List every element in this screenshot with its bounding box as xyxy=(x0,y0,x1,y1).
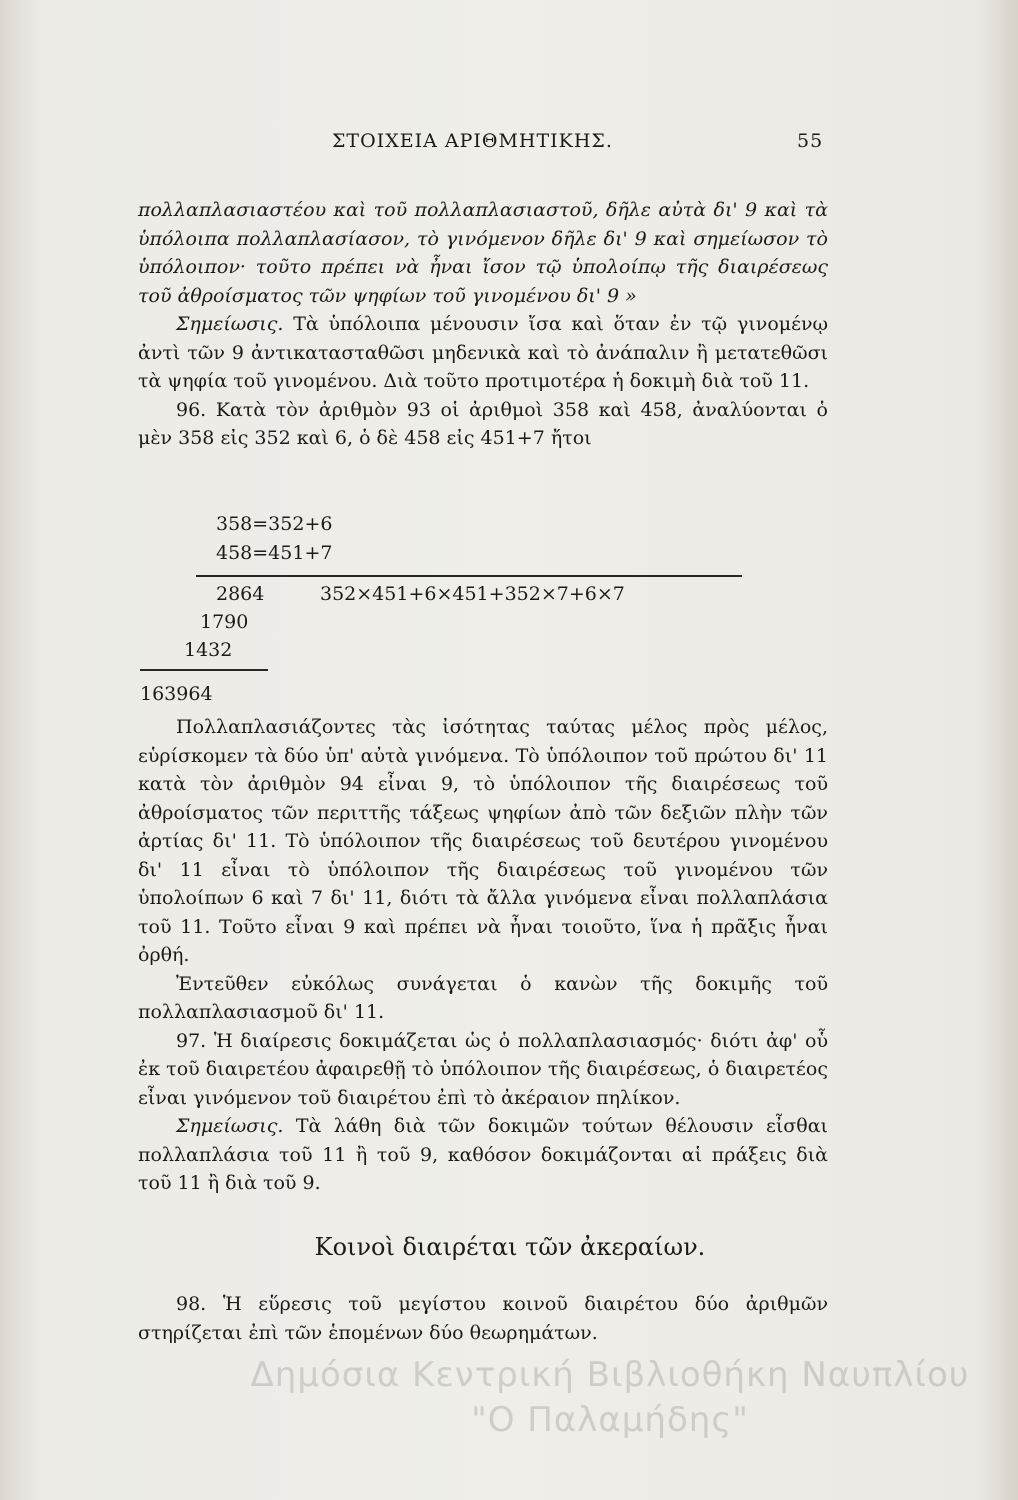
section-text: Ἡ διαίρεσις δοκιμάζεται ὡς ὁ πολλαπλασιασμός· διότι ἀφ' οὗ ἐκ τοῦ διαιρετέου ἀφαιρεθῇ τὸ ὑπόλοιπον τῆς διαιρέσεως, ὁ διαιρετέος εἶναι γινόμενον τοῦ διαιρέτου ἐπὶ τὸ ἀκέραιον πηλίκον. xyxy=(138,1029,828,1109)
equation-2: 458=451+7 xyxy=(216,542,333,564)
note-text: Τὰ λάθη διὰ τῶν δοκιμῶν τούτων θέλουσιν εἶσθαι πολλαπλάσια τοῦ 11 ἢ τοῦ 9, καθόσον δοκιμάζονται αἱ πράξεις διὰ τοῦ 11 ἢ διὰ τοῦ 9. xyxy=(138,1115,828,1194)
sum-rule xyxy=(140,669,268,671)
section-97-paragraph xyxy=(138,1027,828,1113)
section-98-block xyxy=(138,1290,828,1347)
note-paragraph-1 xyxy=(138,310,828,396)
note-label: Σημείωσις. xyxy=(176,313,284,335)
section-number: 97. xyxy=(176,1029,207,1052)
intro-paragraph-block xyxy=(138,196,828,453)
running-title: ΣΤΟΙΧΕΙΑ ΑΡΙΘΜΗΤΙΚΗΣ. xyxy=(332,130,613,152)
section-text: Ἡ εὕρεσις τοῦ μεγίστου κοινοῦ διαιρέτου δύο ἀριθμῶν στηρίζεται ἐπὶ τῶν ἑπομένων δύο θεωρημάτων. xyxy=(138,1293,828,1344)
section-98-paragraph xyxy=(138,1290,828,1347)
note-label: Σημείωσις. xyxy=(176,1115,284,1137)
product-result: 163964 xyxy=(140,683,213,705)
section-96-paragraph xyxy=(138,396,828,453)
section-text: Κατὰ τὸν ἀριθμὸν 93 οἱ ἀριθμοὶ 358 καὶ 458, ἀναλύονται ὁ μὲν 358 εἰς 352 καὶ 6, ὁ δὲ 458 εἰς 451+7 ἤτοι xyxy=(138,398,828,449)
library-watermark-line-2: "Ο Παλαμήδης" xyxy=(471,1400,749,1440)
paragraph-after-calculation: Πολλαπλασιάζοντες τὰς ἰσότητας ταύτας μέλος πρὸς μέλος, εὑρίσκομεν τὰ δύο ὑπ' αὐτὰ γινόμενα. Τὸ ὑπόλοιπον τοῦ πρώτου δι' 11 κατὰ τὸν ἀριθμὸν 94 εἶναι 9, τὸ ὑπόλοιπον τῆς διαιρέσεως τοῦ ἀθροίσματος τῶν περιττῆς τάξεως ψηφίων ἀπὸ τῶν δεξιῶν πλὴν τῶν ἀρτίας δι' 11. Τὸ ὑπόλοιπον τῆς διαιρέσεως τοῦ δευτέρου γινομένου δι' 11 εἶναι τὸ ὑπόλοιπον τῆς διαιρέσεως τοῦ γινομένου τῶν ὑπολοίπων 6 καὶ 7 δι' 11, διότι τὰ ἄλλα γινόμενα εἶναι πολλαπλάσια τοῦ 11. Τοῦτο εἶναι 9 καὶ πρέπει νὰ ἦναι τοιοῦτο, ἵνα ἡ πρᾶξις ἦναι ὀρθή. xyxy=(138,716,828,966)
partial-product-3: 1432 xyxy=(184,639,233,661)
note-paragraph-2 xyxy=(138,1112,828,1198)
partial-product-1: 2864 xyxy=(216,583,265,605)
equation-1: 358=352+6 xyxy=(216,513,333,535)
partial-product-2: 1790 xyxy=(200,611,249,633)
section-heading: Κοινοὶ διαιρέται τῶν ἀκεραίων. xyxy=(314,1233,706,1261)
intro-paragraph: πολλαπλασιαστέου καὶ τοῦ πολλαπλασιαστοῦ, δῆλε αὐτὰ δι' 9 καὶ τὰ ὑπόλοιπα πολλαπλασίασον, τὸ γινόμενον δῆλε δι' 9 καὶ σημείωσον τὸ ὑπόλοιπον· τοῦτο πρέπει νὰ ἦναι ἴσον τῷ ὑπολοίπῳ τῆς διαιρέσεως τοῦ ἀθροίσματος τῶν ψηφίων τοῦ γινομένου δι' 9 » xyxy=(138,199,828,307)
section-number: 96. xyxy=(176,398,207,421)
product-expansion: 352×451+6×451+352×7+6×7 xyxy=(320,583,625,605)
page-number: 55 xyxy=(797,130,824,152)
calculation-rule xyxy=(196,575,742,577)
section-number: 98. xyxy=(176,1293,207,1315)
explanation-block xyxy=(138,713,828,1198)
library-watermark-line-1: Δημόσια Κεντρική Βιβλιοθήκη Ναυπλίου xyxy=(250,1355,970,1395)
note-text: Τὰ ὑπόλοιπα μένουσιν ἴσα καὶ ὅταν ἐν τῷ γινομένῳ ἀντὶ τῶν 9 ἀντικατασταθῶσι μηδενικὰ καὶ τὸ ἀνάπαλιν ἢ μετατεθῶσι τὰ ψηφία τοῦ γινομένου. Διὰ τοῦτο προτιμοτέρα ἡ δοκιμὴ διὰ τοῦ 11. xyxy=(138,313,828,392)
rule-paragraph: Ἐντεῦθεν εὐκόλως συνάγεται ὁ κανὼν τῆς δοκιμῆς τοῦ πολλαπλασιασμοῦ δι' 11. xyxy=(138,972,828,1023)
